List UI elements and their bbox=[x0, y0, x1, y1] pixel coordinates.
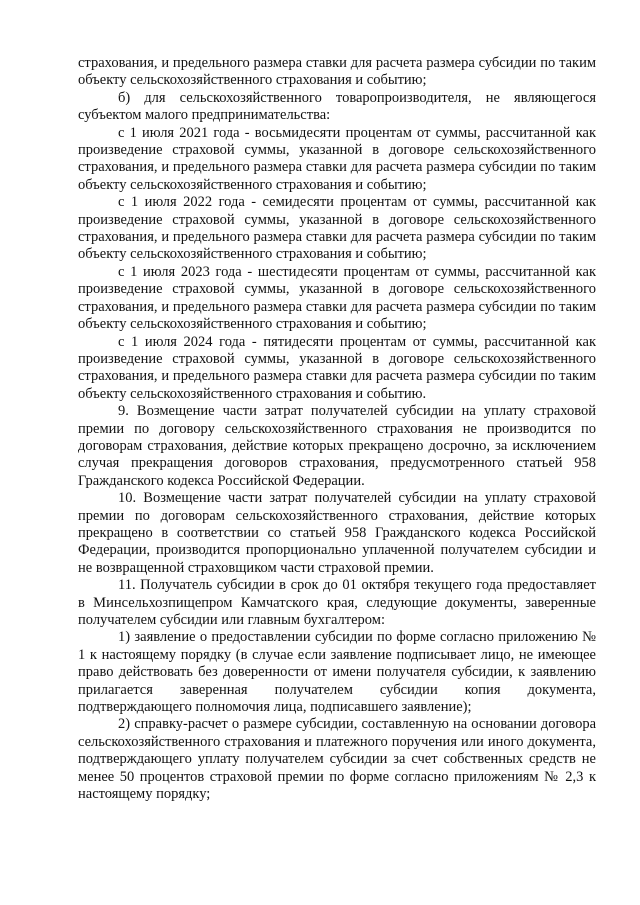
paragraph-item-11: 11. Получатель субсидии в срок до 01 октября текущего года предоставляет в Минсельхозпищепром Камчатского края, следующие документы, заверенные получателем субсидии или главным бухгалтером: bbox=[78, 577, 596, 628]
paragraph-item-10: 10. Возмещение части затрат получателей субсидии на уплату страховой премии по договорам сельскохозяйственного страхования, действие которых прекращено в соответствии со статьей 958 Гражданского кодекса Российской Федерации, производится пропорционально уплаченной получателем субсидии и не возвращенной страховщиком части страховой премии. bbox=[78, 490, 596, 576]
paragraph-subitem-2: 2) справку-расчет о размере субсидии, составленную на основании договора сельскохозяйственного страхования и платежного поручения или иного документа, подтверждающего уплату получателем субсидии за счет собственных средств не менее 50 процентов страховой премии по форме согласно приложениям № 2,3 к настоящему порядку; bbox=[78, 716, 596, 803]
paragraph-subitem-b: б) для сельскохозяйственного товаропроизводителя, не являющегося субъектом малого предпринимательства: bbox=[78, 89, 596, 124]
paragraph-rate-2023: с 1 июля 2023 года - шестидесяти процентам от суммы, рассчитанной как произведение страховой суммы, указанной в договоре сельскохозяйственного страхования, и предельного размера ставки для расчета размера субсидии по таким объекту сельскохозяйственного страхования и событию; bbox=[78, 263, 596, 333]
paragraph-item-9: 9. Возмещение части затрат получателей субсидии на уплату страховой премии по договору сельскохозяйственного страхования не производится по договорам страхования, действие которых прекращено досрочно, за исключением случая прекращения договоров страхования, предусмотренного статьей 958 Гражданского кодекса Российской Федерации. bbox=[78, 403, 596, 489]
paragraph-rate-2022: с 1 июля 2022 года - семидесяти процентам от суммы, рассчитанной как произведение страховой суммы, указанной в договоре сельскохозяйственного страхования, и предельного размера ставки для расчета размера субсидии по таким объекту сельскохозяйственного страхования и событию; bbox=[78, 194, 596, 263]
paragraph-subitem-1: 1) заявление о предоставлении субсидии по форме согласно приложению № 1 к настоящему порядку (в случае если заявление подписывает лицо, не имеющее право действовать без доверенности от имени получателя субсидии, к заявлению прилагается заверенная получателем субсидии копия документа, подтверждающего полномочия лица, подписавшего заявление); bbox=[78, 629, 596, 716]
paragraph-continuation: страхования, и предельного размера ставки для расчета размера субсидии по таким объекту сельскохозяйственного страхования и событию; bbox=[78, 55, 596, 89]
paragraph-rate-2021: с 1 июля 2021 года - восьмидесяти процентам от суммы, рассчитанной как произведение страховой суммы, указанной в договоре сельскохозяйственного страхования, и предельного размера ставки для расчета размера субсидии по таким объекту сельскохозяйственного страхования и событию; bbox=[78, 124, 596, 193]
paragraph-rate-2024: с 1 июля 2024 года - пятидесяти процентам от суммы, рассчитанной как произведение страховой суммы, указанной в договоре сельскохозяйственного страхования, и предельного размера ставки для расчета размера субсидии по таким объекту сельскохозяйственного страхования и событию. bbox=[78, 333, 596, 402]
